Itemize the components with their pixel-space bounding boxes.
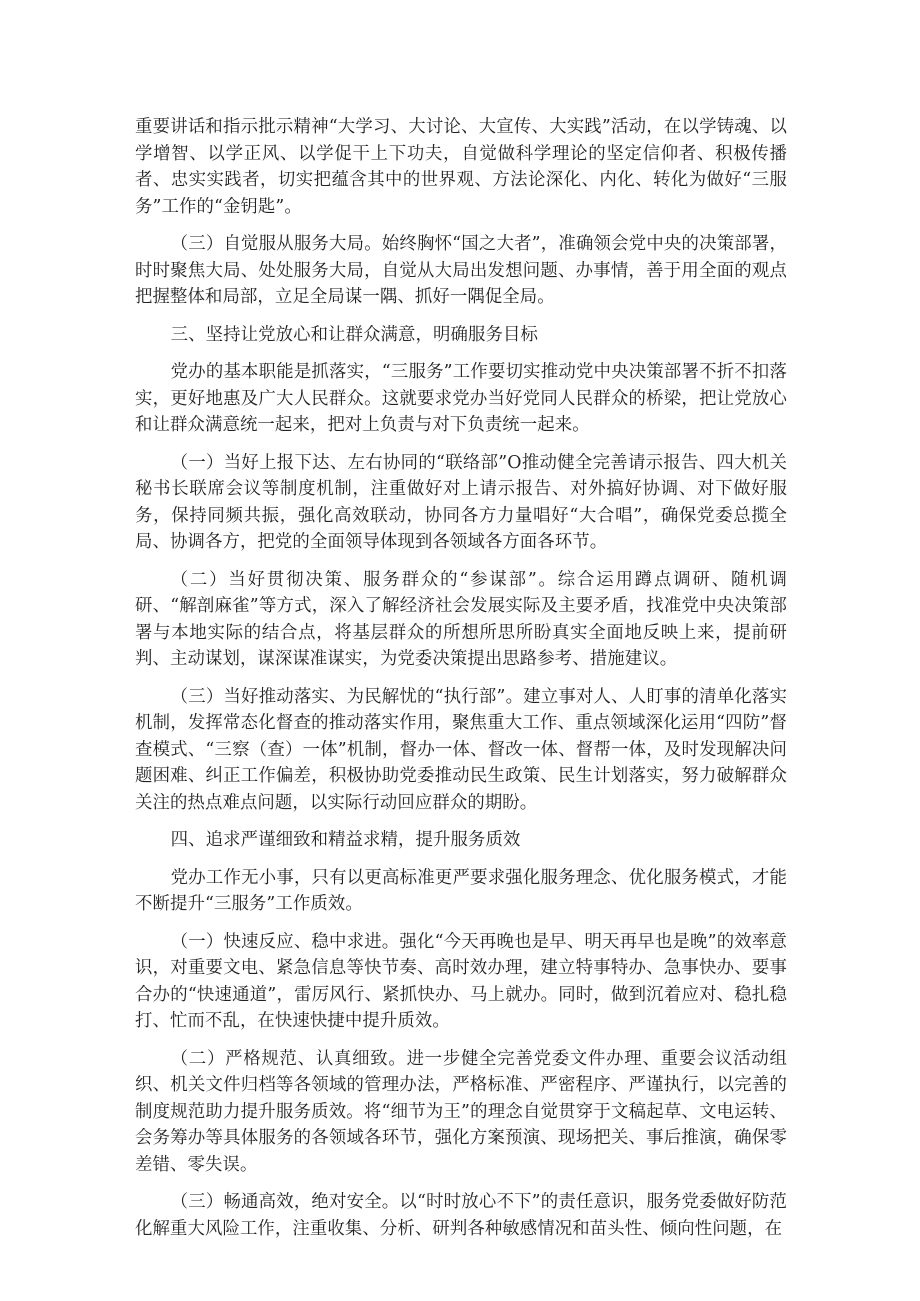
paragraph-execution-department: （三）当好推动落实、为民解忧的“执行部”。建立事对人、人盯事的清单化落实机制，发挥常态化督查的推动落实作用，聚焦重大工作、重点领域深化运用“四防”督查模式、“三察（查）一体”机制，督办一体、督改一体、督帮一体，及时发现解决问题困难、纠正工作偏差，积极协助党委推动民生政策、民生计划落实，努力破解群众关注的热点难点问题，以实际行动回应群众的期盼。	[135, 686, 787, 813]
document-page	[135, 114, 787, 1242]
paragraph-section-four-intro: 党办工作无小事，只有以更高标准更严要求强化服务理念、优化服务模式，才能不断提升“三服务”工作质效。	[135, 867, 787, 914]
paragraph-serve-overall-situation: （三）自觉服从服务大局。始终胸怀“国之大者”，准确领会党中央的决策部署，时时聚焦大局、处处服务大局，自觉从大局出发想问题、办事情，善于用全面的观点把握整体和局部，立足全局谋一隅、抓好一隅促全局。	[135, 234, 787, 307]
paragraph-efficient-secure: （三）畅通高效，绝对安全。以“时时放心不下”的责任意识，服务党委做好防范化解重大风险工作，注重收集、分析、研判各种敏感情况和苗头性、倾向性问题，在	[135, 1192, 787, 1239]
section-heading-four: 四、追求严谨细致和精益求精，提升服务质效	[170, 830, 521, 850]
paragraph-liaison-department: （一）当好上报下达、左右协同的“联络部”O推动健全完善请示报告、四大机关秘书长联席会议等制度机制，注重做好对上请示报告、对外搞好协调、对下做好服务，保持同频共振，强化高效联动，协同各方力量唱好“大合唱”，确保党委总揽全局、协调各方，把党的全面领导体现到各领域各方面各环节。	[135, 452, 787, 552]
paragraph-rapid-response: （一）快速反应、稳中求进。强化“今天再晚也是早、明天再早也是晚”的效率意识，对重要文电、紧急信息等快节奏、高时效办理，建立特事特办、急事快办、要事合办的“快速通道”，雷厉风行、紧抓快办、马上就办。同时，做到沉着应对、稳扎稳打、忙而不乱，在快速快捷中提升质效。	[135, 931, 787, 1031]
paragraph-section-three-intro: 党办的基本职能是抓落实，“三服务”工作要切实推动党中央决策部署不折不扣落实，更好地惠及广大人民群众。这就要求党办当好党同人民群众的桥梁，把让党放心和让群众满意统一起来，把对上负责与对下负责统一起来。	[135, 362, 787, 435]
paragraph-staff-department: （二）当好贯彻决策、服务群众的“参谋部”。综合运用蹲点调研、随机调研、“解剖麻雀”等方式，深入了解经济社会发展实际及主要矛盾，找准党中央决策部署与本地实际的结合点，将基层群众的所想所思所盼真实全面地反映上来，提前研判、主动谋划，谋深谋准谋实，为党委决策提出思路参考、措施建议。	[135, 569, 787, 669]
section-heading-three: 三、坚持让党放心和让群众满意，明确服务目标	[170, 324, 538, 345]
paragraph-continued-intro: 重要讲话和指示批示精神“大学习、大讨论、大宣传、大实践”活动，在以学铸魂、以学增智、以学正风、以学促干上下功夫，自觉做科学理论的坚定信仰者、积极传播者、忠实实践者，切实把蕴含其中的世界观、方法论深化、内化、转化为做好“三服务”工作的“金钥匙”。	[135, 117, 787, 217]
paragraph-strict-standards: （二）严格规范、认真细致。进一步健全完善党委文件办理、重要会议活动组织、机关文件归档等各领域的管理办法，严格标准、严密程序、严谨执行，以完善的制度规范助力提升服务质效。将“细节为王”的理念自觉贯穿于文稿起草、文电运转、会务筹办等具体服务的各领域各环节，强化方案预演、现场把关、事后推演，确保零差错、零失误。	[135, 1048, 787, 1175]
